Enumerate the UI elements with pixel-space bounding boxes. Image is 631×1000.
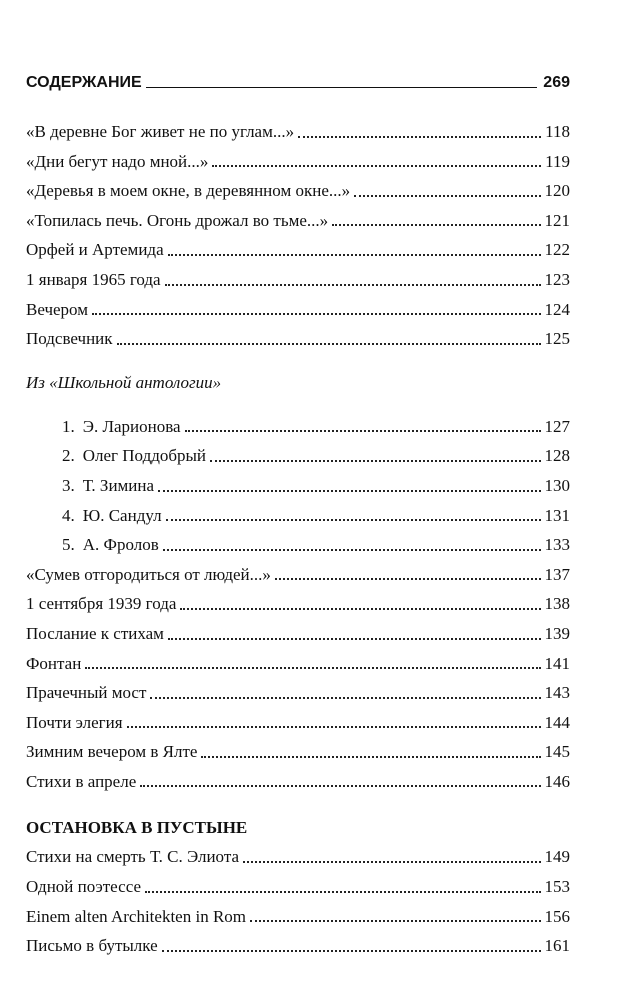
toc-entry: «Деревья в моем окне, в деревянном окне...» 120 bbox=[26, 181, 570, 201]
dot-leader bbox=[275, 577, 541, 580]
toc-entry: 4. Ю. Сандул 131 bbox=[62, 505, 570, 525]
table-of-contents bbox=[26, 117, 570, 961]
dot-leader bbox=[145, 890, 541, 893]
toc-entry: 5. А. Фролов 133 bbox=[62, 535, 570, 555]
toc-entry: Вечером 124 bbox=[26, 299, 570, 319]
dot-leader bbox=[165, 283, 541, 286]
toc-entry: 1. Э. Ларионова 127 bbox=[62, 416, 570, 436]
dot-leader bbox=[185, 429, 541, 432]
header-rule bbox=[146, 87, 538, 88]
dot-leader bbox=[166, 518, 541, 521]
dot-leader bbox=[168, 253, 541, 256]
toc-entry: Стихи на смерть Т. С. Элиота 149 bbox=[26, 847, 570, 867]
toc-entry: Прачечный мост 143 bbox=[26, 683, 570, 703]
header-title: СОДЕРЖАНИЕ bbox=[26, 74, 142, 91]
toc-entry: «В деревне Бог живет не по углам...» 118 bbox=[26, 122, 570, 141]
dot-leader bbox=[140, 784, 540, 787]
toc-entry: Письмо в бутылке 161 bbox=[26, 936, 570, 956]
dot-leader bbox=[332, 223, 540, 226]
section-heading: ОСТАНОВКА В ПУСТЫНЕ bbox=[26, 818, 248, 838]
toc-entry: Подсвечник 125 bbox=[26, 329, 570, 349]
toc-entry: Einem alten Architekten in Rom 156 bbox=[26, 906, 570, 926]
dot-leader bbox=[201, 755, 540, 758]
toc-entry: 3. Т. Зимина 130 bbox=[62, 475, 570, 495]
dot-leader bbox=[243, 860, 541, 863]
dot-leader bbox=[127, 725, 541, 728]
dot-leader bbox=[210, 459, 540, 462]
dot-leader bbox=[168, 637, 541, 640]
dot-leader bbox=[158, 489, 540, 492]
toc-entry: Стихи в апреле 146 bbox=[26, 771, 570, 791]
toc-entry: «Сумев отгородиться от людей...» 137 bbox=[26, 564, 570, 584]
header-page-number: 269 bbox=[543, 74, 570, 91]
toc-entry: Одной поэтессе 153 bbox=[26, 877, 570, 897]
dot-leader bbox=[92, 312, 541, 315]
toc-entry: 1 января 1965 года 123 bbox=[26, 269, 570, 289]
running-header bbox=[26, 68, 570, 92]
dot-leader bbox=[163, 548, 541, 551]
toc-entry: «Дни бегут надо мной...» 119 bbox=[26, 151, 570, 171]
dot-leader bbox=[150, 696, 540, 699]
toc-entry: Орфей и Артемида 122 bbox=[26, 240, 570, 260]
dot-leader bbox=[250, 919, 540, 922]
dot-leader bbox=[212, 164, 541, 167]
toc-entry: Почти элегия 144 bbox=[26, 712, 570, 732]
toc-entry: 2. Олег Поддобрый 128 bbox=[62, 446, 570, 466]
toc-entry: Фонтан 141 bbox=[26, 653, 570, 673]
dot-leader bbox=[180, 607, 540, 610]
dot-leader bbox=[354, 194, 540, 197]
dot-leader bbox=[298, 135, 541, 138]
toc-entry: Послание к стихам 139 bbox=[26, 623, 570, 643]
dot-leader bbox=[162, 949, 541, 952]
toc-entry: Зимним вечером в Ялте 145 bbox=[26, 742, 570, 762]
toc-entry: «Топилась печь. Огонь дрожал во тьме...» 121 bbox=[26, 210, 570, 230]
toc-entry: 1 сентября 1939 года 138 bbox=[26, 594, 570, 614]
dot-leader bbox=[117, 342, 541, 345]
dot-leader bbox=[85, 666, 540, 669]
anthology-heading: Из «Школьной антологии» bbox=[26, 372, 222, 392]
